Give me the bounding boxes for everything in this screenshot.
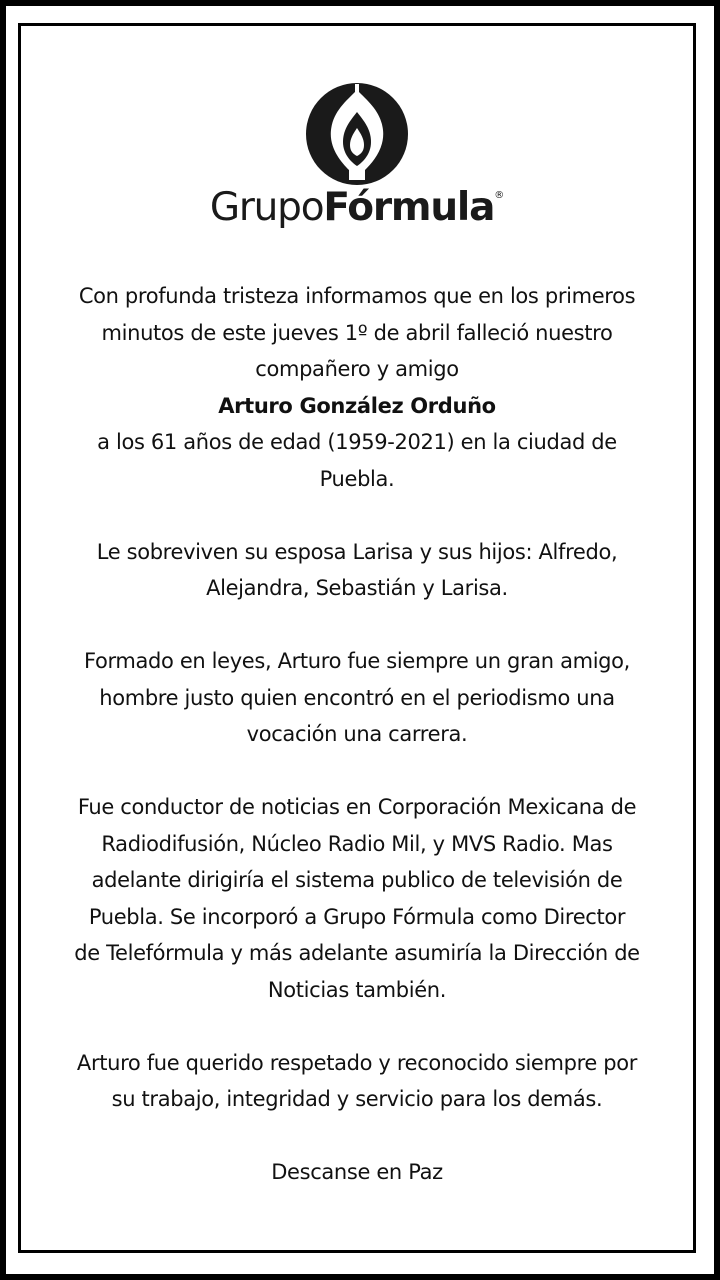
paragraph-character [35,643,679,753]
text-line: vocación una carrera. [246,722,468,746]
wordmark-grupo: Grupo [209,185,324,230]
text-line: hombre justo quien encontró en el periodismo una [99,685,615,710]
paragraph-survivors [35,534,679,607]
registered-mark: ® [494,190,505,201]
text-line: adelante dirigiría el sistema publico de televisión de [91,868,623,892]
grupo-formula-logo [21,82,693,230]
text-line: su trabajo, integridad y servicio para los demás. [111,1087,603,1111]
text-line: minutos de este jueves 1º de abril falleció nuestro [101,320,613,345]
brand-wordmark [21,185,693,230]
paragraph-closing [35,1154,679,1191]
grupo-formula-emblem-icon [305,82,409,186]
text-line: de Telefórmula y más adelante asumiría la Dirección de [74,941,640,965]
text-line: compañero y amigo [255,357,459,381]
text-line: Le sobreviven su esposa Larisa y sus hijos: Alfredo, [96,539,618,564]
paragraph-career [35,789,679,1008]
text-line: Fue conductor de noticias en Corporación Mexicana de [77,795,637,819]
obituary-notice [35,278,679,1227]
text-line: Noticias también. [267,977,447,1002]
notice-frame [18,23,696,1253]
text-line: Radiodifusión, Núcleo Radio Mil, y MVS Radio. Mas [101,831,613,856]
paragraph-announcement [35,278,679,497]
text-line: Con profunda tristeza informamos que en los primeros [78,284,636,308]
text-line: Formado en leyes, Arturo fue siempre un gran amigo, [84,649,630,673]
page-border [6,6,714,1274]
wordmark-formula: Fórmula [323,185,495,230]
text-line: Puebla. [319,466,395,491]
text-line: a los 61 años de edad (1959-2021) en la ciudad de [97,430,617,454]
closing-text: Descanse en Paz [271,1160,443,1184]
deceased-name: Arturo González Orduño [218,393,496,418]
text-line: Puebla. Se incorporó a Grupo Fórmula como Director [88,904,626,929]
paragraph-tribute [35,1045,679,1118]
text-line: Alejandra, Sebastián y Larisa. [206,576,508,600]
text-line: Arturo fue querido respetado y reconocido siempre por [76,1050,638,1075]
